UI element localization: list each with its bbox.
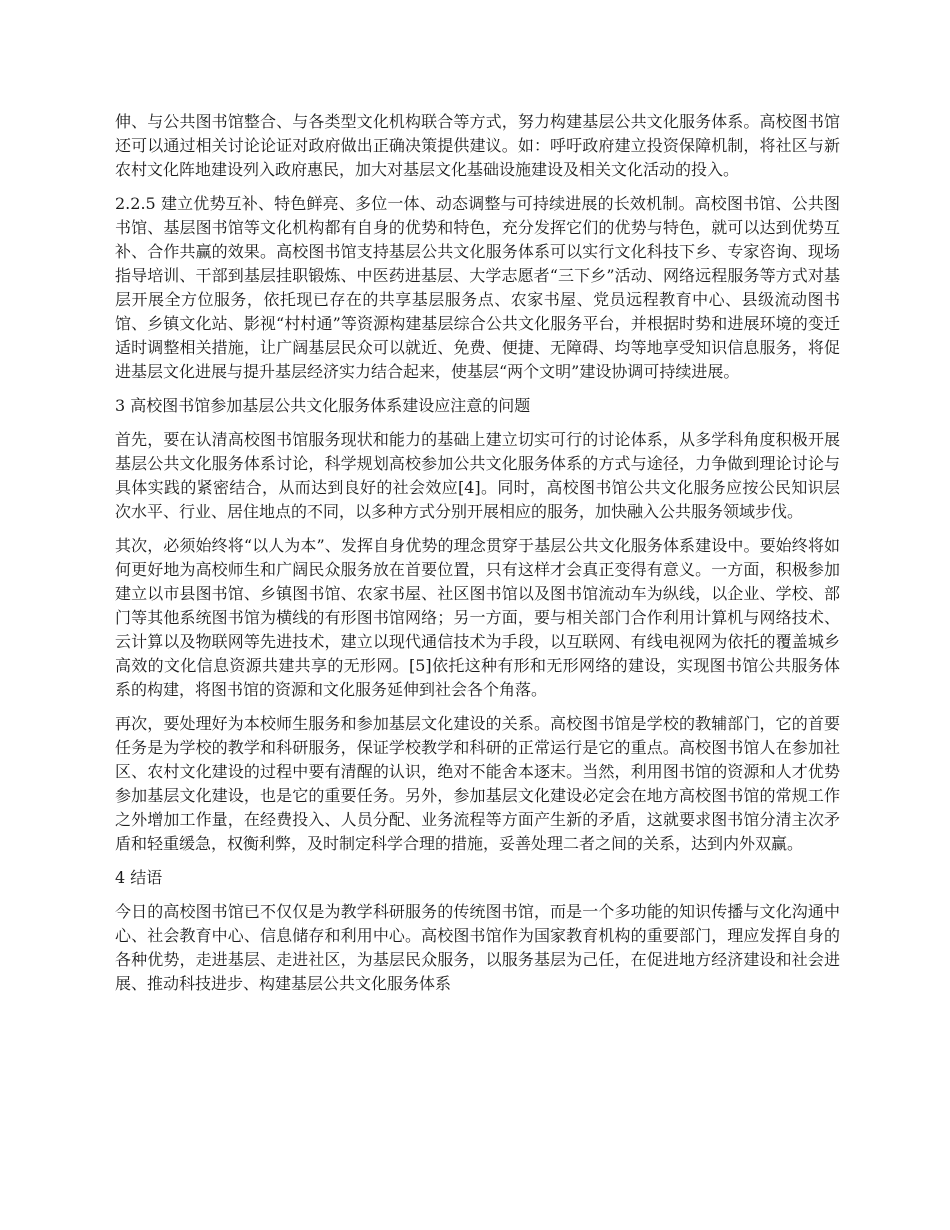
- paragraph-first: 首先，要在认清高校图书馆服务现状和能力的基础上建立切实可行的讨论体系，从多学科角度积极开展基层公共文化服务体系讨论，科学规划高校参加公共文化服务体系的方式与途径，力争做到理论讨论与具体实践的紧密结合，从而达到良好的社会效应[4]。同时，高校图书馆公共文化服务应按公民知识层次水平、行业、居住地点的不同，以多种方式分别开展相应的服务，加快融入公共服务领域步伐。: [115, 430, 840, 521]
- section-heading-4: 4 结语: [115, 868, 163, 887]
- paragraph-2-2-5: 2.2.5 建立优势互补、特色鲜亮、多位一体、动态调整与可持续进展的长效机制。高校图书馆、公共图书馆、基层图书馆等文化机构都有自身的优势和特色，充分发挥它们的优势与特色，就可以达到优势互补、合作共赢的效果。高校图书馆支持基层公共文化服务体系可以实行文化科技下乡、专家咨询、现场指导培训、干部到基层挂职锻炼、中医药进基层、大学志愿者“三下乡”活动、网络远程服务等方式对基层开展全方位服务，依托现已存在的共享基层服务点、农家书屋、党员远程教育中心、县级流动图书馆、乡镇文化站、影视“村村通”等资源构建基层综合公共文化服务平台，并根据时势和进展环境的变迁适时调整相关措施，让广阔基层民众可以就近、免费、便捷、无障碍、均等地享受知识信息服务，将促进基层文化进展与提升基层经济实力结合起来，使基层“两个文明”建设协调可持续进展。: [115, 194, 840, 381]
- document-page: [115, 110, 840, 1006]
- section-heading-3: 3 高校图书馆参加基层公共文化服务体系建设应注意的问题: [115, 396, 531, 415]
- paragraph-conclusion: 今日的高校图书馆已不仅仅是为教学科研服务的传统图书馆，而是一个多功能的知识传播与文化沟通中心、社会教育中心、信息储存和利用中心。高校图书馆作为国家教育机构的重要部门，理应发挥自身的各种优势，走进基层、走进社区，为基层民众服务，以服务基层为己任，在促进地方经济建设和社会进展、推动科技进步、构建基层公共文化服务体系: [115, 902, 840, 993]
- paragraph-third: 再次，要处理好为本校师生服务和参加基层文化建设的关系。高校图书馆是学校的教辅部门，它的首要任务是为学校的教学和科研服务，保证学校教学和科研的正常运行是它的重点。高校图书馆人在参加社区、农村文化建设的过程中要有清醒的认识，绝对不能舍本逐末。当然，利用图书馆的资源和人才优势参加基层文化建设，也是它的重要任务。另外，参加基层文化建设必定会在地方高校图书馆的常规工作之外增加工作量，在经费投入、人员分配、业务流程等方面产生新的矛盾，这就要求图书馆分清主次矛盾和轻重缓急，权衡利弊，及时制定科学合理的措施，妥善处理二者之间的关系，达到内外双赢。: [115, 714, 840, 853]
- paragraph-second: 其次，必须始终将“以人为本”、发挥自身优势的理念贯穿于基层公共文化服务体系建设中。要始终将如何更好地为高校师生和广阔民众服务放在首要位置，只有这样才会真正变得有意义。一方面，积极参加建立以市县图书馆、乡镇图书馆、农家书屋、社区图书馆以及图书馆流动车为纵线，以企业、学校、部门等其他系统图书馆为横线的有形图书馆网络；另一方面，要与相关部门合作利用计算机与网络技术、云计算以及物联网等先进技术，建立以现代通信技术为手段，以互联网、有线电视网为依托的覆盖城乡高效的文化信息资源共建共享的无形网。[5]依托这种有形和无形网络的建设，实现图书馆公共服务体系的构建，将图书馆的资源和文化服务延伸到社会各个角落。: [115, 536, 840, 699]
- paragraph-intro-continuation: 伸、与公共图书馆整合、与各类型文化机构联合等方式，努力构建基层公共文化服务体系。高校图书馆还可以通过相关讨论论证对政府做出正确决策提供建议。如：呼吁政府建立投资保障机制，将社区与新农村文化阵地建设列入政府惠民，加大对基层文化基础设施建设及相关文化活动的投入。: [115, 112, 840, 179]
